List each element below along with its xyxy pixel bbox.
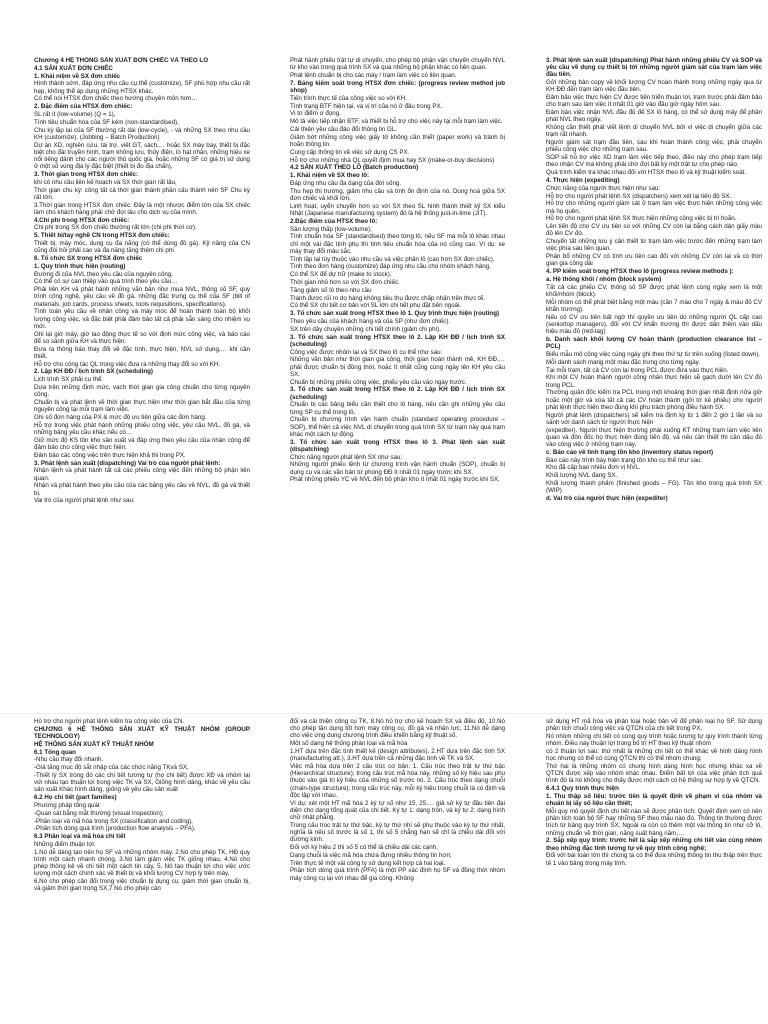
paragraph: Thời gian nhỏ hơn so với SX đơn chiếc. [290,278,400,286]
section-heading: 6.1 Tổng quan [34,748,76,756]
paragraph: Linh hoạt, uyển chuyển hơn so với SX theo SL hình thành thiết kỹ SX kiểu Nhật (Japanese manufacturing system) đó là hệ thống just-in-time (JIT). [290,202,505,217]
paragraph: Hỗ trợ cho người phát lệnh kiểm tra công việc của CN. [34,718,185,725]
paragraph: (expediter). Người thực hiện thường phải xuống KT những trạm làm việc liên quan và đôn đốc họ thực hiện đúng tiến độ, và nếu cần thiết thì cần dấu đỏ vào công việc ở những trạm này. [546,426,762,448]
paragraph: Đảm bảo việc nhận NVL đầu đủ để SX lô hàng, có thể sử dụng máy để phân phát NVL theo ngày. [546,109,762,124]
section-heading: 4.Chi phí trong HTSX đơn chiếc: [34,216,130,224]
section-heading: 6.3 Phân loại và mã hóa chi tiết [34,833,126,841]
paragraph: Nhận và phát hành theo yêu cầu của các bảng yêu cầu về NVL, đồ gá và thiết bị. [34,482,250,497]
paragraph: -Thiết lý SX trong đó các chi tiết tương tự (họ chi tiết) được XĐ và nhóm lại với nhau tạo thuận lợi trong việc TK và SX, Giống hình dáng, khác về yêu cầu sản xuất Khác hình dáng, giống về yêu cầu sản xuất [34,771,250,794]
section-heading: 3. Tổ chức sản xuất trong HTSX theo lô 2. Lập KH ĐĐ / lịch trình SX (scheduling) [290,386,505,401]
paragraph: Sản lượng thấp (low-volume); [290,225,372,233]
paragraph: Công việc được nhóm lại và SX theo lô cụ thể như sau: [290,348,443,356]
paragraph: Thứ hai là những nhóm có chung hình dáng hình học nhưng khác xa về QTCN được xếp vào nhóm khác nhau. Điểm bất lợi của việc phân tích quá trình đó là nó không cho thấy được một cách có hệ thống sự hợp lý về QTCN. [546,763,762,785]
paragraph: Có thể SX để dự trữ (make to stock). [290,271,392,279]
column-top-right [546,57,762,717]
paragraph: -Phân tích dòng quá trình (production flow analysis – PFA). [34,825,196,833]
column-bottom-right [546,718,762,1018]
section-heading: 3. Tổ chức sản xuất trong HTSX theo lô 2. Lập KH ĐĐ / lịch trình SX (scheduling) [290,333,505,348]
paragraph: Có thể SX chi tiết cơ bản với SL lớn chi tiết phụ đặt bên ngoài. [290,302,462,310]
section-heading: a. Hệ thống khối / nhóm (block system) [546,275,662,283]
paragraph: Phân bổ những CV có tính ưu tiên cao đối với những CV còn lại và có thời gian gia công dài [546,253,762,268]
paragraph: Phát hành phiếu trật tự di chuyển, cho phép bộ phận vận chuyển chuyển NVL từ kho vào trong quá trình SX và qua những bộ phận khác có liên quan. [290,57,505,72]
paragraph: Dạng chuỗi là việc mã hóa chứa đựng nhiều thông tin hơn; [290,851,452,859]
paragraph: Mỗi nhóm có thể phát biệt bằng một màu (cần 7 màu cho 7 ngày & màu đỏ CV khẩn trương). [546,298,762,313]
paragraph: -Nhu cầu thay đổi nhanh. [34,756,104,764]
paragraph: Dựa trên những định mức, vạch thời gian gia công chuẩn cho từng nguyên công. [34,383,250,399]
paragraph: Phải liên KH và phát hành những văn bản như mua NVL, thông số SF, quy trình công nghệ, yêu cầu về đồ gá, những đặc trưng cụ thể của SF (bill of materials, job cards, process sheets, tools requisitions, specifications). [34,286,250,308]
section-heading: HỆ THỐNG SẢN XUẤT KỸ THUẬT NHÓM [34,740,154,748]
section-heading: 3. Phát lệnh sản xuất (dispatching) Vai trò của người phát lệnh: [34,459,221,467]
paragraph: Hình thành sớm, đáp ứng nhu cầu cụ thể (customize), SF phù hợp nhu cầu rất hẹp, không thể áp dụng những HTSX khác. [34,80,250,95]
paragraph: Thu hẹp thị trường, giảm nhu cầu và tính ổn định của nó. Dung hoà giữa SX đơn chiếc và khối lớn, [290,187,505,202]
paragraph: Hỗ trợ cho những nhà QL quyết định mua hay SX (make-or-buy decisions) [290,156,495,164]
paragraph: SL rất ít (low-volume) (Q = 1), [34,110,116,118]
section-heading: c. Báo cáo về tình trạng tồn kho (inventory status report) [546,448,714,456]
paragraph: Chuyển tất những lưu ý cần thiết từ trạm làm việc trước đến những trạm làm việc phía sau liên quan. [546,238,762,253]
section-heading: 7. Bảng kiểm soát trong HTSX đơn chiếc: (progress review method job shop) [290,79,505,94]
paragraph: Đường đi của NVL theo yêu cầu của nguyên công. [34,270,174,278]
paragraph: Gởi những bản copy về khối lượng CV hoàn thành trong những ngày qua từ KH ĐĐ đến trạm làm việc đầu tiên. [546,79,762,94]
section-heading: CHƯƠNG 6 HỆ THỐNG SẢN XUẤT KỸ THUẬT NHÓM (GROUP TECHNOLOGY) [34,725,250,740]
paragraph: Ví dụ: xét một HT mã hóa 2 ký tự số như 15, 25,… giả sử ký tự đầu tiên đại diện cho dạng tổng quát của chi tiết. Ký tự 1: dạng tròn, và ký tự 2: dạng hình chữ nhật phẳng. [290,799,505,822]
paragraph: Phát lệnh chuẩn bị cho các máy / trạm làm việc có liên quan. [290,72,457,79]
section-heading: 1. Khái niệm về SX đơn chiếc [34,72,121,80]
section-heading: 6. Tổ chức SX trong HTSX đơn chiếc [34,254,143,262]
paragraph: Chuẩn bị những phiếu công việc, phiếu yêu cầu vào ngày trước. [290,378,467,386]
paragraph: -Quan sát bằng mắt thường (visual inspection); [34,809,164,817]
paragraph: Hỗ trợ cho người phát lệnh SX (dispatchers) xem xét lại tiến độ SX. [546,192,732,200]
paragraph: Tính chuẩn hóa SF (standardised) theo từng lô, nếu SF mà mỗi lô khác nhau chỉ một vài đặc tính phụ thì tính tiêu chuẩn hóa của nó cũng cao. Ví dụ: xe máy thay đổi màu sắc. [290,233,505,255]
section-heading: 3. Phát lệnh sản xuất (dispatching) Phát hành những phiếu CV và SOP và yêu cầu về dụng cụ thiết bị tới những người giám sát của trạm làm việc đầu tiên. [546,57,762,79]
paragraph: Thiết bị, máy móc, dụng cụ đa năng (có thể dùng đồ gá). Kỹ năng của CN cũng đòi hỏi phải cao và đa năng tăng thêm chi phí. [34,239,250,255]
column-bottom-left [34,718,250,1018]
paragraph: Những điểm thuận lợi: [34,840,96,848]
paragraph: Trong cấu trúc trật tự thứ bậc, ký tự thứ nhì sẽ phụ thuộc vào ký tự thứ nhất, nghĩa là nếu số trước là số 1, thì số 5 chẳng hạn sẽ chỉ là chiều dài đối với đường kính. [290,821,505,844]
paragraph: Vị trí điểm ứ đọng. [290,110,341,118]
paragraph: khi có nhu cầu liên kế hoạch và SX thời gian rất lâu, [34,178,177,186]
paragraph: Chu kỳ lặp lại của SF thường rất dài (low-cycle), - và những SX theo nhu cầu KH (customize). (Jobbing – Batch Production) [34,126,250,141]
paragraph: Ghi số đơn hàng của PX & mức độ ưu tiên giữa các đơn hàng. [34,413,207,421]
paragraph: Khối lượng thành phẩm (finished goods – FG). Tồn kho trong quá trình SX (WIP) [546,479,762,495]
paragraph: Có thể nói HTSX đơn chiếc theo hướng chuyên môn hơn… [34,95,198,103]
paragraph: đối và cải thiện công cụ TK, 8.Nó hỗ trợ cho kế hoạch SX và điều độ, 10.Nó cho phép tận dụng tốt hơn máy công cụ, đồ gá và nhân lực, 11.Nó dễ dàng cho việc ứng dụng chương trình điều khiển bằng kỹ thuật số. [290,718,505,740]
paragraph: Phân tích dòng quá trình (PFA) là một PP xác định họ SF và đồng thời nhóm máy công cụ lại với nhau để gia công. Không [290,867,505,882]
paragraph: Mỗi danh sách mang một màu đặc trưng cho từng ngày. [546,358,701,366]
paragraph: Trên thực tế một vài công ty sử dụng kết hợp cả hai loại. [290,859,446,867]
paragraph: Mỗi quy mô quyết định chi tiết nào sẽ được phân tích; Quyết định xem có nên phân tích toàn bộ SF hay những SF theo mẫu nào đó. Thông tin thường được trích từ bảng quy trình SX; Ngoài ra còn có thêm một vài thông tin như cỡ lô, những chuẩn về thời gian, năng suất hàng năm,… [546,808,762,837]
section-heading: 2.Đặc điểm của HTSX theo lô: [290,217,378,225]
paragraph: 1.HT dựa trên đặc tính thiết kế (design attributes), 2.HT dựa trên đặc tính SX (manufacturing att.), 3.HT dựa trên cả những đặc tính về TK và SX. [290,748,505,763]
section-heading: Chương 4 HỆ THỐNG SẢN XUẤT ĐƠN CHIẾC VÀ THEO LÔ [34,57,209,64]
paragraph: Khối lượng NVL đang SX. [546,472,618,480]
paragraph: Những người phiếu lệnh từ chương trình vận hành chuẩn (SOP), chuẩn bị dụng cụ và các văn bản từ phòng ĐĐ ít nhất 01 ngày trước khi SX. [290,461,505,476]
section-heading: 5. Thiết bị/tay nghề CN trong HTSX đơn chiếc: [34,232,170,240]
paragraph: Báo cáo này trình bày hiện trạng tồn kho cụ thể như sau: [546,456,703,464]
section-heading: 1. Khái niệm về SX theo lô: [290,172,370,180]
paragraph: Thường quản đốc kiểm tra PCL trong một khoảng thời gian nhất định nửa giờ hoặc một giờ và xóa tất cả các CV hoàn thành (gởi tờ kê phiếu) cho người phát lệnh thực hiện theo đúng khi phụ trách phòng điều hành SX. [546,389,762,411]
paragraph: Chức năng người phát lệnh SX như sau: [290,453,403,461]
paragraph: Kho đã cấp bao nhiêu đơn vị NVL. [546,464,641,472]
paragraph: Giữ mức độ KS tồn kho sản xuất và đáp ứng theo yêu cầu của nhân công để đảm bảo cho công việc thực hiện. [34,436,250,451]
paragraph: Tránh được rủi ro do hàng không tiêu thụ được chấp nhận trên thực tế. [290,294,486,302]
paragraph: Dự án XD, nghiên cứu, tài trợ, viết GT, sách,… hoặc SX máy bay, thiết bị đặc biệt cho đài truyền hình, trạm không lưu, thủy điện, lò hạt nhân, những hiệu xe nổi tiếng dành cho các người thủ quốc gia, hoặc những SF có giá trị sử dụng ở một số vùng địa lý đặc biệt (thiết bị đo địa chấn), [34,141,250,171]
section-heading: 4.1 SẢN XUẤT ĐƠN CHIẾC [34,64,113,72]
paragraph: Khi một CV hoàn thành người công nhân thực hiện sẽ gạch dưới tên CV đó trong PCL. [546,374,762,389]
paragraph: Người giám sát trạm đầu tiên, sau khi hoàn thành công việc, phải chuyển phiếu công việc cho những trạm sau. [546,139,762,154]
paragraph: Tiến trình thực tế của công việc so với KH. [290,94,407,102]
paragraph: Vai trò của người phát lệnh như sau: [34,497,135,505]
paragraph: -Giá tăng mục độ sắt nhập của các chức năng TKvà SX, [34,764,189,772]
paragraph: Có thể có sự can thiệp vào quá trình theo yêu cầu… [34,278,178,286]
paragraph: Một số dạng hệ thống phân loại và mã hóa [290,740,408,748]
column-top-middle [290,57,505,717]
paragraph: Phương pháp tổng quát [34,801,100,809]
section-heading: 4. Thực hiện (expediting) [546,177,620,184]
paragraph: Biểu mẫu mô công việc cùng ngày ghi theo thứ tự từ trên xuống (listed down). [546,350,760,358]
section-heading: b. Danh sách khối lượng CV hoàn thành (production clearance list – PCL) [546,335,762,351]
section-heading: 4. PP kiểm soát trong HTSX theo lô (progress review methods ): [546,268,734,276]
paragraph: Cung cấp thông tin về việc sử dụng CS PX. [290,148,410,156]
paragraph: Chuẩn bị chương trình vận hành chuẩn (standard operating procedure – SOP), thể hiện cả việc NVL di chuyển trong quá trình SX từ trạm này qua trạm khác một cách tự động. [290,416,505,438]
paragraph: Chức năng của người thực hiện như sau: [546,184,661,192]
paragraph: Tất cả các phiếu CV, thông số SP được phát lệnh cùng ngày xem là một khối/nhóm (block). [546,283,762,298]
paragraph: Tính lặp lại tùy thuộc vào nhu cầu và việc phân lô (cao hơn SX đơn chiếc). [290,255,495,263]
paragraph: SX trên dây chuyền những chi tiết chính (giảm chi phí). [290,325,442,333]
section-heading: 2. Đặc điểm của HTSX đơn chiếc: [34,103,133,111]
paragraph: Nhận lệnh và phát hành tất cả các phiếu công việc đến những bộ phận liên quan. [34,467,250,482]
paragraph: Nếu có CV ưu tiên bất ngờ thì quyền ưu tiên do những người QL cấp cao (seniortop managers), đối với CV khẩn trương thì được dán thêm vào dấu hiệu màu đỏ (red-tag) [546,313,762,336]
section-heading: 3. Tổ chức sản xuất trong HTSX theo lô 3. Phát lệnh sản xuất (dispatching) [290,438,505,453]
paragraph: Chuẩn bị và phát lệnh về thời gian thực hiện như thời gian bắt đầu của từng nguyên công tại mỗi trạm làm việc. [34,398,250,414]
paragraph: 6.Nó cho phép cân đối trong việc chuẩn bị dụng cụ, giảm thời gian chuẩn bị, và giảm thời gian trong SX,7.Nó cho phép cân [34,878,250,893]
paragraph: Không cần thiết phát viết lệnh di chuyển NVL bởi vì việc di chuyển giữa các trạm rất nhanh. [546,124,762,139]
paragraph: Đối với bài toán lớn thì chúng ta có thể đưa những thông tin thu thập trên thực tế 1 vào bảng trong máy tính. [546,852,762,867]
section-heading: 2. Lập KH ĐĐ / lịch trình SX (scheduling) [34,368,153,376]
paragraph: Lịch trình SX phải cụ thể. [34,376,104,384]
paragraph: Tại mỗi trạm, tất cả CV còn lại trong PCL được đưa vào thực hiện. [546,366,729,374]
paragraph: Những văn bản như thời gian gia công, thời gian hoàn thành mẻ, KH ĐĐ,… phải được chuẩn bị đồng thời, hoặc ít nhất cũng cùng ngày lên KH yêu cầu SX. [290,356,505,378]
section-heading: 3. Thời gian trong HTSX đơn chiếc: [34,170,139,178]
section-heading: 4.2 SẢN XUẤT THEO LÔ (Batch production) [290,164,419,172]
paragraph: Phát những phiếu YC về NVL đến bộ phận kho ít nhất 01 ngày trước khi SX. [290,476,500,484]
paragraph: Nó nhóm những chi tiết có cùng quy trình hoặc tương tự quy trình thành từng nhóm. Điều này thuận lợi trong bố trí HT theo kỹ thuật nhóm [546,733,762,748]
paragraph: sử dụng HT mã hóa và phân loại hoặc bản vẽ để phân loại họ SF. Sử dụng phân tích chuỗi công việc và QTCN của chi tiết trong PX, [546,718,762,733]
paragraph: Ghi lại giờ máy, giờ lao động thực tế so với định mức công việc, và báo cáo để so sánh giữa KH và thực hiện. [34,330,250,345]
section-heading: 3. Tổ chức sản xuất trong HTSX theo lô 1. Quy trình thực hiện (routing) [290,310,500,318]
paragraph: Mô tả việc tiếp nhận BTF, và thiết bị hỗ trợ cho việc này tại mỗi trạm làm việc. [290,118,503,126]
paragraph: Quá trình kiểm tra khác nhau đối với HTSX theo lô và kỹ thuật kiểm soát. [546,169,747,177]
paragraph: Tính theo đơn hàng (customize) đáp ứng nhu cầu cho nhóm khách hàng. [290,263,491,271]
paragraph: 3.Thời gian trong HTSX đơn chiếc: Đây là một nhược điểm lớn của SX chiếc làm cho khách hàng phải chờ đợi lâu cho dịch vụ của mình. [34,201,250,216]
paragraph: có 2 thuận lợi sau: thứ nhất là những chi tiết có thể khác về hình dáng hình học nhưng có thể có cùng QTCN thì có thể nhóm chung; [546,748,762,763]
paragraph: Tính tiêu chuẩn hóa của SF kém (non-standardised), [34,118,179,126]
paragraph: Đảm bảo các công việc trên thực hiện khả thi trong PX. [34,451,186,459]
page-divider [0,713,768,714]
section-heading: 1. Quy trình thực hiện (routing) [34,262,126,270]
column-top-left [34,57,250,717]
paragraph: Chi phí trong SX đơn chiếc thường rất lớn (chi phí thời cơ). [34,224,197,232]
paragraph: Hỗ trợ cho người phát lệnh SX thực hiện những công việc bị trì hoãn. [546,215,737,223]
paragraph: Đưa ra thông báo thay đổi về đặc tính, thực hiện, NVL sử dụng,… khi cần thiết. [34,345,250,360]
paragraph: Người phát lệnh (dispatchers) sẽ kiểm tra định kỳ từ 1 đến 2 giờ 1 lần và so sánh với danh sách từ người thực hiện [546,411,762,426]
paragraph: -Phân loại và mã hóa trong SX (classification and coding), [34,817,193,825]
paragraph: Thời gian chu kỳ: công tất cả thời gian thành phần cấu thành nên SF Chu kỳ rất lớn. [34,186,250,201]
section-heading: 6.2 Họ chi tiết (part families) [34,794,117,802]
paragraph: Đối với ký hiệu 2 thì số 5 có thể là chiều dài các cạnh. [290,844,438,852]
paragraph: Lên tiến độ cho CV ưu tiên so với những CV còn lại bằng cách dán giấy màu đỏ lên CV đó. [546,223,762,238]
paragraph: Giảm bớt những công việc giấy tờ không cần thiết (paper work) và tránh bị hoãn thông tin. [290,133,505,148]
paragraph: Đảm bảo việc thực hiện CV được tiến triển thuận lợi, trạm trước phải đảm bảo cho trạm sau làm việc ít nhất 01 giờ vào đầu giờ ngày hôm sau. [546,94,762,109]
paragraph: Hỗ trợ cho công tác QL trong việc đưa ra những thay đổi so với KH. [34,360,221,368]
paragraph: Tăng giảm số lô theo nhu cầu [290,286,372,294]
paragraph: Theo yêu cầu của khách hàng và của SP (như đơn chiếc). [290,317,451,325]
paragraph: Hỗ trợ cho những người giám sát ở trạm làm việc thực hiện những công việc mà họ quên. [546,200,762,215]
paragraph: Cải thiện yêu cầu đáo đổi thông tin GL. [290,125,397,133]
column-bottom-middle [290,718,505,1018]
paragraph: 1.Nó dễ dàng tạo nên họ SF và những nhóm máy. 2.Nó cho phép TK, HĐ quy trình một cách nhanh chóng, 3.Nó làm giảm việc TK giống nhau. 4.Nó cho phép thông kê về chi tiết một cách tin cậy, 5. Nó tạo thuận lợi cho việc ước lượng một cách chính xác về thiết bị và khối lượng CV hợp lý trên máy, [34,848,250,878]
paragraph: Đáp ứng nhu cầu đa dạng của đời sống. [290,179,402,187]
section-heading: 6.4.1 Quy trình thực hiện [546,785,619,793]
section-heading: 1. Thu thập số liệu: trước tiên là quyết định về phạm vi của nhóm và chuẩn bị lấy số liệu cần thiết; [546,793,762,808]
paragraph: Việc mã hóa dựa trên 2 cấu trúc cơ bản: 1. Cấu trúc theo trật tự thứ bậc (Hierarchical structure); trong cấu trúc mã hóa này, những số ký hiệu sau phụ thuộc vào giá trị ký hiệu của những số trước nó. 2. Cấu trúc theo dạng chuỗi (chain-type structure); trong cấu trúc này, mỗi ký hiệu trong chuỗi là có định và độc lập với nhau. [290,763,505,799]
paragraph: Hỗ trợ trong việc phát hành những phiếu công việc, yêu cầu NVL, đồ gá, và những bảng yêu cầu khác nếu có… [34,421,250,436]
paragraph: Tính toán yêu cầu về nhân công và máy móc để hoàn thành toàn bộ khối lượng công việc, và đặc biệt phải đảm bảo tất cả phải sẵn sàng cho nhiệm vụ mới. [34,308,250,330]
paragraph: Tính trạng BTF hiện tại, và vị trí của nó ở đâu trong PX. [290,102,443,110]
section-heading: 2. Sắp xếp quy trình: trước hết là sắp xếp những chi tiết vào cùng nhóm theo những đặc tính tương tự về quy trình công nghệ; [546,837,762,852]
section-heading: d. Vai trò của người thực hiện (expediter) [546,494,668,502]
paragraph: SOP sẽ hỗ trợ việc XD trạm làm việc tiếp theo, điều này cho phép trạm tiếp theo nhận CV mà không phải chờ đợi bất kỳ một trật tự cho phép nào. [546,154,762,169]
paragraph: Chuẩn bị các bảng biểu cần thiết cho lô hàng, nếu cần ghi những yêu cầu từng SP cụ thể trong lô. [290,401,505,416]
